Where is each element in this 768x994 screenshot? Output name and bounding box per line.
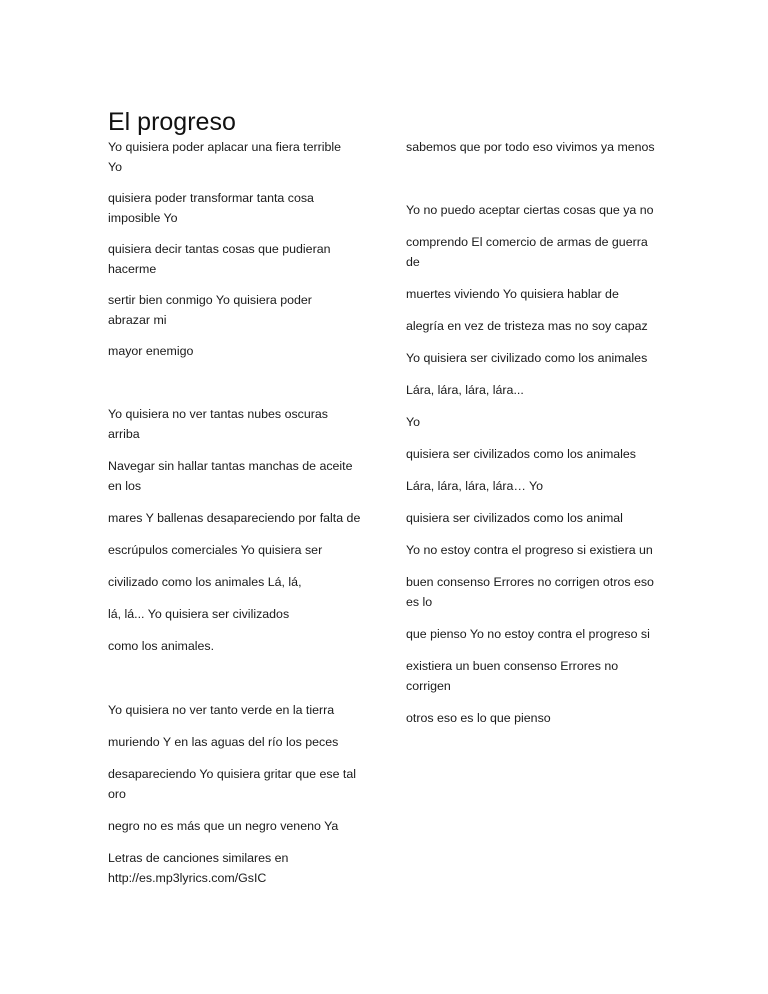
lyric-line: mayor enemigo (108, 344, 194, 358)
lyric-line: arriba (108, 427, 140, 441)
lyric-line: quisiera poder transformar tanta cosa (108, 191, 314, 205)
lyric-line: Lára, lára, lára, lára… Yo (406, 479, 544, 493)
lyric-line: Letras de canciones similares en (108, 851, 289, 865)
page-title: El progreso (108, 107, 236, 136)
lyric-line: mares Y ballenas desapareciendo por falta de (108, 511, 361, 525)
lyric-line: oro (108, 787, 126, 801)
lyric-line: muriendo Y en las aguas del río los peces (108, 735, 339, 749)
lyric-line: comprendo El comercio de armas de guerra (406, 235, 648, 249)
lyric-line: civilizado como los animales Lá, lá, (108, 575, 302, 589)
lyric-line: es lo (406, 595, 433, 609)
lyric-line: que pienso Yo no estoy contra el progreso si (406, 627, 650, 641)
lyric-line: Yo no estoy contra el progreso si existiera un (406, 543, 653, 557)
lyric-line: escrúpulos comerciales Yo quisiera ser (108, 543, 323, 557)
lyric-line: Yo quisiera poder aplacar una fiera terrible (108, 140, 342, 154)
lyric-line: sertir bien conmigo Yo quisiera poder (108, 293, 312, 307)
lyric-line: quisiera ser civilizados como los animal (406, 511, 623, 525)
lyric-line: imposible Yo (108, 211, 178, 225)
lyric-line: quisiera ser civilizados como los animales (406, 447, 637, 461)
lyric-line: en los (108, 479, 142, 493)
lyric-line: quisiera decir tantas cosas que pudieran (108, 242, 331, 256)
lyric-line: Yo no puedo aceptar ciertas cosas que ya no (406, 203, 654, 217)
lyric-line: existiera un buen consenso Errores no (406, 659, 619, 673)
lyric-line: como los animales. (108, 639, 215, 653)
lyric-line: abrazar mi (108, 313, 167, 327)
lyric-line: otros eso es lo que pienso (406, 711, 551, 725)
lyric-line: corrigen (406, 679, 451, 693)
lyric-line: sabemos que por todo eso vivimos ya menos (406, 140, 655, 154)
lyric-line: Yo quisiera no ver tanto verde en la tierra (108, 703, 335, 717)
lyric-line: alegría en vez de tristeza mas no soy capaz (406, 319, 648, 333)
lyric-line: Navegar sin hallar tantas manchas de aceite (108, 459, 353, 473)
lyric-line: http://es.mp3lyrics.com/GsIC (108, 871, 267, 885)
lyric-line: buen consenso Errores no corrigen otros eso (406, 575, 654, 589)
lyric-line: hacerme (108, 262, 157, 276)
lyric-line: de (406, 255, 420, 269)
lyric-line: Yo quisiera no ver tantas nubes oscuras (108, 407, 328, 421)
lyric-line: Yo quisiera ser civilizado como los animales (406, 351, 648, 365)
lyric-line: Yo (108, 160, 123, 174)
lyric-line: Yo (406, 415, 421, 429)
lyric-line: muertes viviendo Yo quisiera hablar de (406, 287, 619, 301)
lyric-line: lá, lá... Yo quisiera ser civilizados (108, 607, 290, 621)
lyric-line: desapareciendo Yo quisiera gritar que ese tal (108, 767, 356, 781)
lyric-line: Lára, lára, lára, lára... (406, 383, 524, 397)
lyric-line: negro no es más que un negro veneno Ya (108, 819, 339, 833)
